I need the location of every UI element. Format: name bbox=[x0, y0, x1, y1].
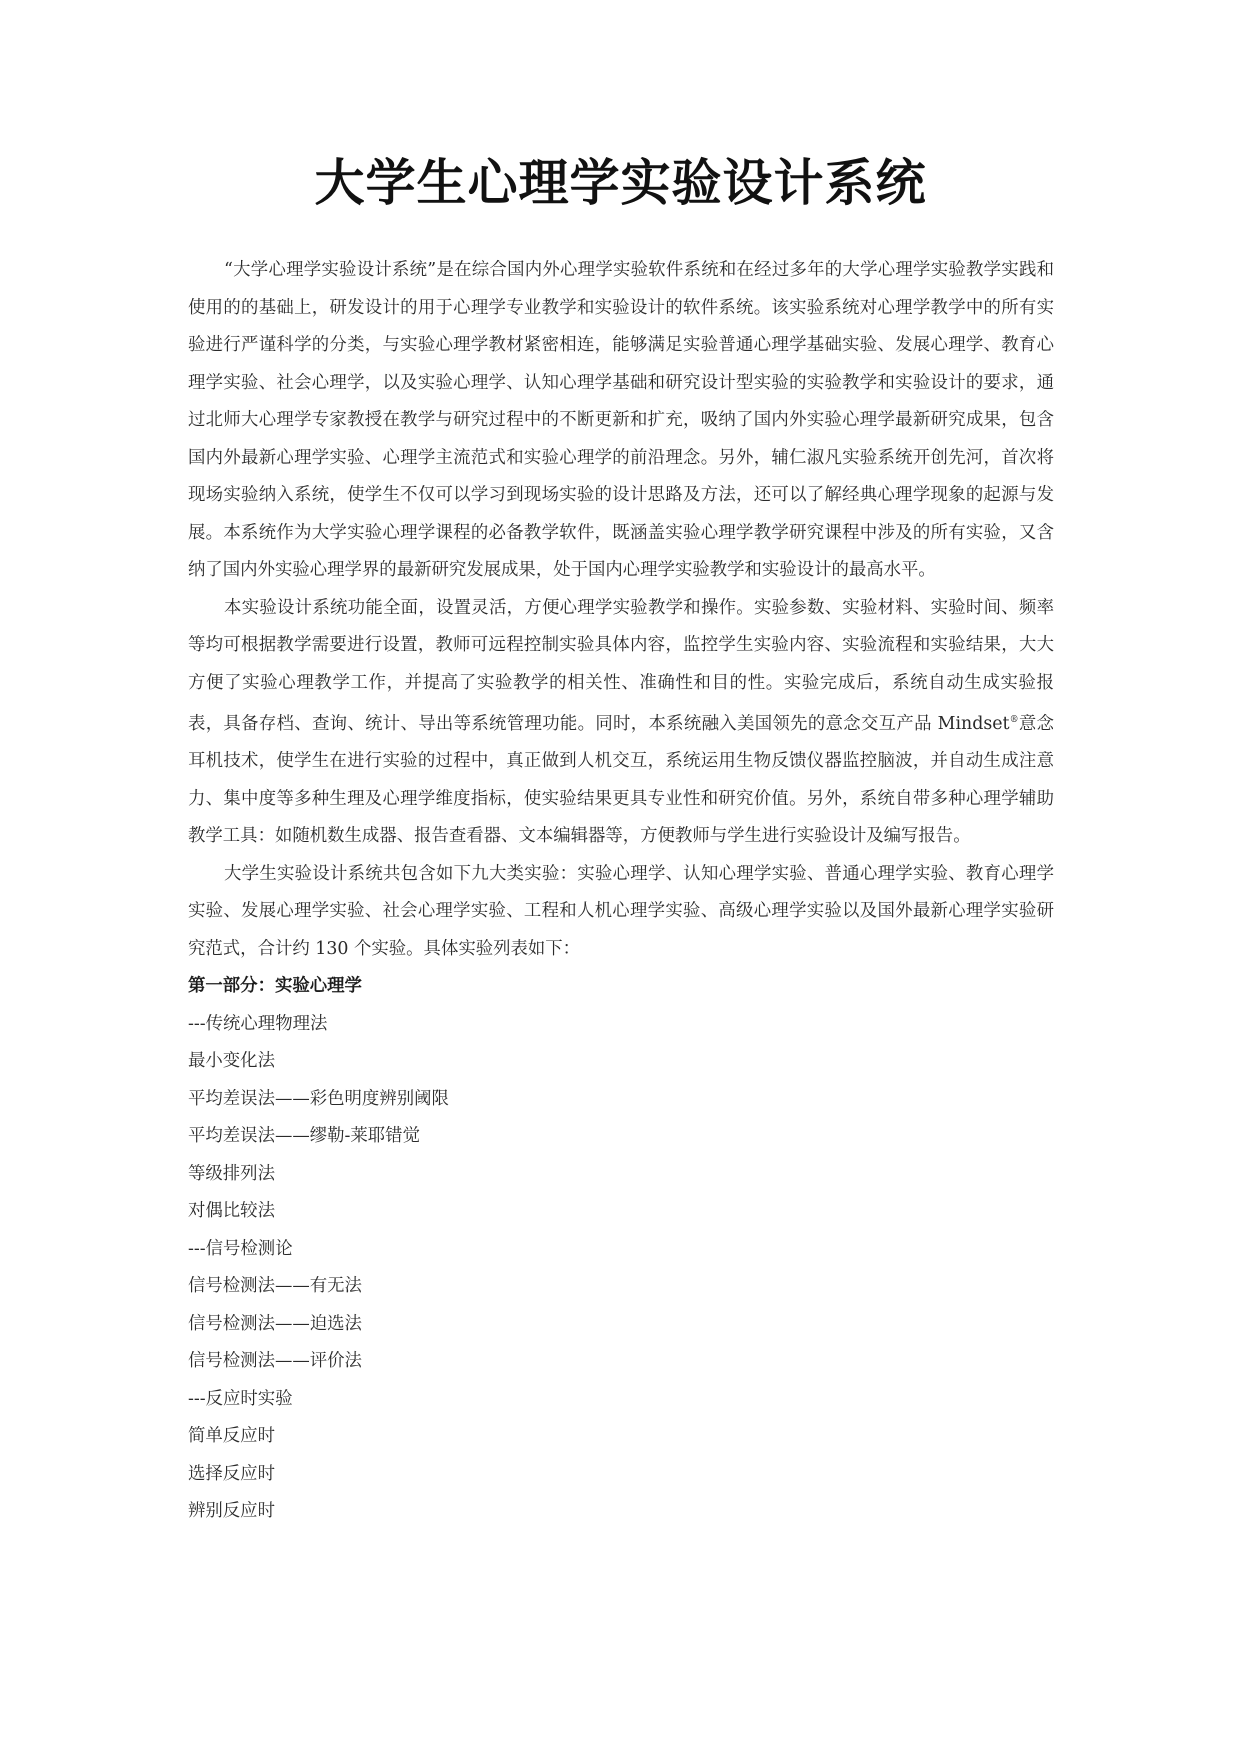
list-item: 简单反应时 bbox=[188, 1426, 275, 1447]
list-item: 平均差误法——缪勒-莱耶错觉 bbox=[188, 1126, 420, 1147]
list-item: ---信号检测论 bbox=[188, 1238, 293, 1259]
list-item: 选择反应时 bbox=[188, 1463, 275, 1484]
list-item: 信号检测法——迫选法 bbox=[188, 1313, 362, 1334]
features-paragraph bbox=[188, 590, 1054, 856]
list-item: ---传统心理物理法 bbox=[188, 1013, 328, 1034]
features-text-part-2: 意念耳机技术，使学生在进行实验的过程中，真正做到人机交互，系统运用生物反馈仪器监控脑波，并自动生成注意力、集中度等多种生理及心理学维度指标，使实验结果更具专业性和研究价值。另外，系统自带多种心理学辅助教学工具：如随机数生成器、报告查看器、文本编辑器等，方便教师与学生进行实验设计及编写报告。 bbox=[188, 713, 1054, 847]
registered-trademark-mark: ® bbox=[1009, 715, 1019, 725]
list-item: ---反应时实验 bbox=[188, 1388, 293, 1409]
experiment-list bbox=[188, 1006, 1054, 1531]
document-title: 大学生心理学实验设计系统 bbox=[314, 153, 927, 212]
list-item: 平均差误法——彩色明度辨别阈限 bbox=[188, 1088, 449, 1109]
features-text-part-1: 本实验设计系统功能全面，设置灵活，方便心理学实验教学和操作。实验参数、实验材料、实验时间、频率等均可根据教学需要进行设置，教师可远程控制实验具体内容，监控学生实验内容、实验流程和实验结果，大大方便了实验心理教学工作，并提高了实验教学的相关性、准确性和目的性。实验完成后，系统自动生成实验报表，具备存档、查询、统计、导出等系统管理功能。同时，本系统融入美国领先的意念交互产品 Mindset bbox=[188, 597, 1054, 734]
intro-paragraph: “大学心理学实验设计系统”是在综合国内外心理学实验软件系统和在经过多年的大学心理学实验教学实践和使用的的基础上，研发设计的用于心理学专业教学和实验设计的软件系统。该实验系统对心理学教学中的所有实验进行严谨科学的分类，与实验心理学教材紧密相连，能够满足实验普通心理学基础实验、发展心理学、教育心理学实验、社会心理学，以及实验心理学、认知心理学基础和研究设计型实验的实验教学和实验设计的要求，通过北师大心理学专家教授在教学与研究过程中的不断更新和扩充，吸纳了国内外实验心理学最新研究成果，包含国内外最新心理学实验、心理学主流范式和实验心理学的前沿理念。另外，辅仁淑凡实验系统开创先河，首次将现场实验纳入系统，使学生不仅可以学习到现场实验的设计思路及方法，还可以了解经典心理学现象的起源与发展。本系统作为大学实验心理学课程的必备教学软件，既涵盖实验心理学教学研究课程中涉及的所有实验，又含纳了国内外实验心理学界的最新研究发展成果，处于国内心理学实验教学和实验设计的最高水平。 bbox=[188, 260, 1054, 580]
list-item: 信号检测法——有无法 bbox=[188, 1276, 362, 1297]
experiments-overview-paragraph: 大学生实验设计系统共包含如下九大类实验：实验心理学、认知心理学实验、普通心理学实验、教育心理学实验、发展心理学实验、社会心理学实验、工程和人机心理学实验、高级心理学实验以及国外最新心理学实验研究范式，合计约 130 个实验。具体实验列表如下： bbox=[188, 863, 1054, 959]
list-item: 对偶比较法 bbox=[188, 1201, 275, 1222]
section-heading-part-one: 第一部分：实验心理学 bbox=[188, 976, 362, 997]
list-item: 信号检测法——评价法 bbox=[188, 1351, 362, 1372]
document-body bbox=[188, 252, 1054, 1531]
list-item: 最小变化法 bbox=[188, 1051, 275, 1072]
list-item: 等级排列法 bbox=[188, 1163, 275, 1184]
list-item: 辨别反应时 bbox=[188, 1501, 275, 1522]
